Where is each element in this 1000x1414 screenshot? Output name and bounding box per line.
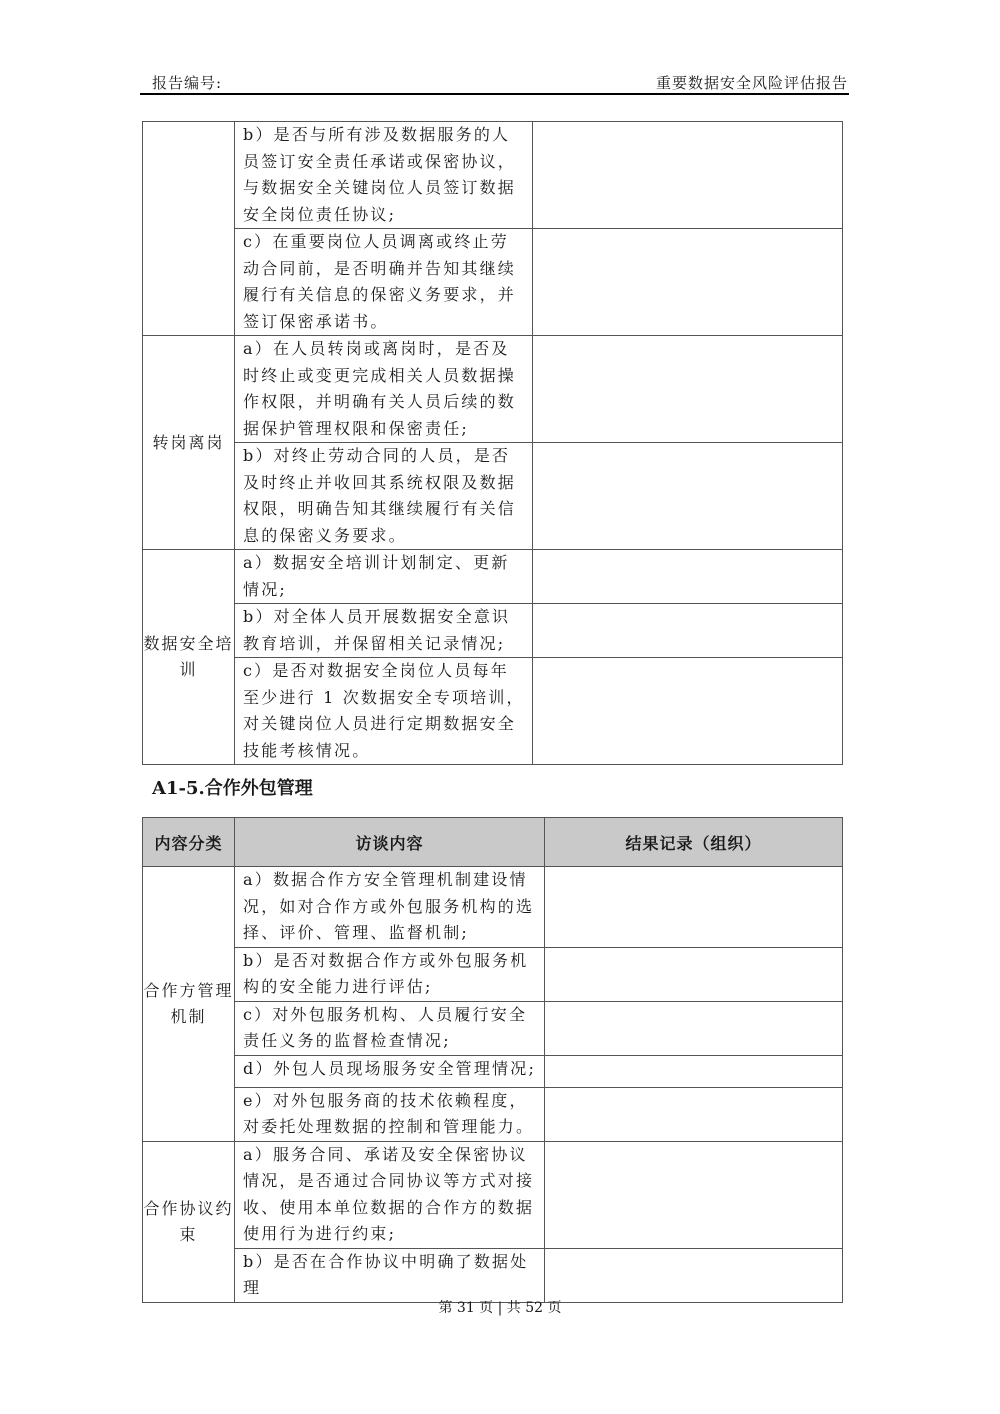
result-cell[interactable] [533, 336, 843, 443]
result-cell[interactable] [545, 1001, 843, 1055]
column-header-interview: 访谈内容 [235, 818, 545, 867]
table-row [143, 1055, 843, 1087]
column-header-result: 结果记录（组织） [545, 818, 843, 867]
table-header-row [143, 818, 843, 867]
interview-question: c）对外包服务机构、人员履行安全责任义务的监督检查情况; [235, 1001, 545, 1055]
interview-question: b）是否对数据合作方或外包服务机构的安全能力进行评估; [235, 947, 545, 1001]
table-row [143, 1001, 843, 1055]
interview-question: b）对终止劳动合同的人员，是否及时终止并收回其系统权限及数据权限，明确告知其继续履行有关信息的保密义务要求。 [235, 443, 533, 550]
result-cell[interactable] [533, 604, 843, 658]
document-title: 重要数据安全风险评估报告 [655, 74, 848, 92]
table-row [143, 1141, 843, 1248]
header-divider [140, 93, 849, 95]
result-cell[interactable] [545, 1087, 843, 1141]
report-number-label: 报告编号: [152, 74, 223, 92]
interview-question: c）是否对数据安全岗位人员每年至少进行 1 次数据安全专项培训，对关键岗位人员进行定期数据安全技能考核情况。 [235, 658, 533, 765]
result-cell[interactable] [545, 867, 843, 948]
result-cell[interactable] [533, 229, 843, 336]
table-row [143, 229, 843, 336]
interview-question: a）数据安全培训计划制定、更新情况; [235, 550, 533, 604]
table-row [143, 336, 843, 443]
table-row [143, 658, 843, 765]
interview-question: b）是否在合作协议中明确了数据处理 [235, 1248, 545, 1302]
interview-question: b）对全体人员开展数据安全意识教育培训，并保留相关记录情况; [235, 604, 533, 658]
interview-table-continued [142, 121, 843, 765]
cooperation-outsourcing-table [142, 817, 843, 1303]
result-cell[interactable] [533, 658, 843, 765]
interview-question: d）外包人员现场服务安全管理情况; [235, 1055, 545, 1087]
result-cell[interactable] [545, 1141, 843, 1248]
result-cell[interactable] [533, 550, 843, 604]
table-row [143, 443, 843, 550]
result-cell[interactable] [545, 947, 843, 1001]
page-footer: 第 31 页 | 共 52 页 [438, 1300, 562, 1316]
interview-question: a）在人员转岗或离岗时，是否及时终止或变更完成相关人员数据操作权限，并明确有关人员后续的数据保护管理权限和保密责任; [235, 336, 533, 443]
category-cell: 合作协议约束 [143, 1141, 235, 1302]
table-row [143, 604, 843, 658]
category-cell: 转岗离岗 [143, 336, 235, 550]
result-cell[interactable] [545, 1055, 843, 1087]
interview-question: a）数据合作方安全管理机制建设情况，如对合作方或外包服务机构的选择、评价、管理、监督机制; [235, 867, 545, 948]
result-cell[interactable] [533, 443, 843, 550]
interview-question: b）是否与所有涉及数据服务的人员签订安全责任承诺或保密协议，与数据安全关键岗位人员签订数据安全岗位责任协议; [235, 122, 533, 229]
category-cell: 合作方管理机制 [143, 867, 235, 1142]
interview-question: e）对外包服务商的技术依赖程度，对委托处理数据的控制和管理能力。 [235, 1087, 545, 1141]
table-row [143, 1087, 843, 1141]
table-row [143, 867, 843, 948]
interview-question: c）在重要岗位人员调离或终止劳动合同前，是否明确并告知其继续履行有关信息的保密义务要求，并签订保密承诺书。 [235, 229, 533, 336]
table-row [143, 947, 843, 1001]
result-cell[interactable] [545, 1248, 843, 1302]
table-row [143, 122, 843, 229]
table-row [143, 1248, 843, 1302]
category-cell [143, 122, 235, 336]
column-header-category: 内容分类 [143, 818, 235, 867]
result-cell[interactable] [533, 122, 843, 229]
category-cell: 数据安全培训 [143, 550, 235, 765]
interview-question: a）服务合同、承诺及安全保密协议情况，是否通过合同协议等方式对接收、使用本单位数据的合作方的数据使用行为进行约束; [235, 1141, 545, 1248]
section-title: A1-5.合作外包管理 [152, 778, 313, 799]
table-row [143, 550, 843, 604]
